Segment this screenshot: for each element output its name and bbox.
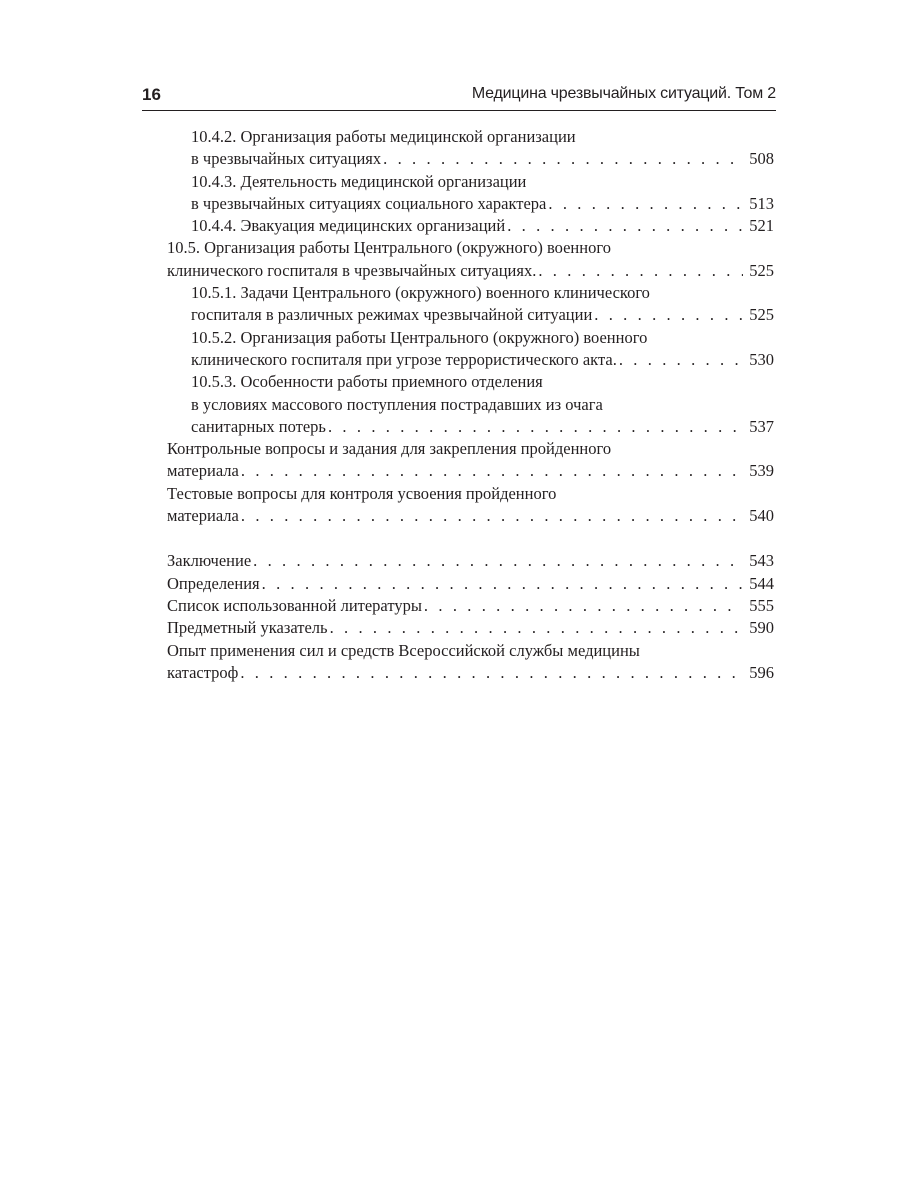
toc-entry-title-line: 10.4.3. Деятельность медицинской организации	[191, 171, 527, 191]
dot-leader	[538, 260, 743, 282]
toc-entry-title-line: в условиях массового поступления пострадавших из очага	[191, 394, 603, 414]
toc-entry-title-line: 10.5.1. Задачи Центрального (окружного) военного клинического	[191, 283, 650, 303]
toc-entry	[191, 171, 774, 216]
toc-entry-last-line	[167, 617, 774, 639]
dot-leader	[241, 460, 743, 482]
toc-entry-title-line: 10.5.2. Организация работы Центрального (окружного) военного	[191, 327, 648, 347]
toc-page-number: 525	[749, 260, 774, 280]
toc-entry	[167, 237, 774, 282]
toc-entry-title-line: Контрольные вопросы и задания для закрепления пройденного	[167, 439, 612, 459]
toc-entry-title-line: материала	[167, 506, 239, 526]
toc-entry-title-line: госпиталя в различных режимах чрезвычайной ситуации	[191, 305, 593, 325]
dot-leader	[424, 595, 743, 617]
table-of-contents	[167, 126, 774, 684]
toc-entry-title-line: санитарных потерь	[191, 416, 326, 436]
toc-entry-title-line: Определения	[167, 573, 260, 593]
toc-entry-last-line	[191, 304, 774, 326]
page-header	[142, 85, 776, 111]
toc-page-number: 555	[749, 595, 774, 615]
toc-entry-last-line	[167, 505, 774, 527]
dot-leader	[507, 215, 743, 237]
toc-entry-last-line	[191, 416, 774, 438]
toc-page-number: 596	[749, 662, 774, 682]
toc-entry-title-line: в чрезвычайных ситуациях	[191, 149, 382, 169]
dot-leader	[328, 416, 743, 438]
toc-page-number: 521	[749, 216, 774, 236]
toc-entry-title-line: 10.4.4. Эвакуация медицинских организаций	[191, 216, 506, 236]
page-number: 16	[142, 85, 161, 104]
dot-leader	[262, 573, 744, 595]
toc-page-number: 590	[749, 618, 774, 638]
toc-page-number: 537	[749, 416, 774, 436]
toc-entry-title-line: Заключение	[167, 551, 252, 571]
toc-entry-title-line: 10.5.3. Особенности работы приемного отделения	[191, 372, 543, 392]
toc-entry-last-line	[191, 349, 774, 371]
toc-page-number: 540	[749, 506, 774, 526]
toc-entry-last-line	[167, 662, 774, 684]
toc-entry-title-line: клинического госпиталя в чрезвычайных ситуациях.	[167, 260, 537, 280]
toc-entry-title-line: Тестовые вопросы для контроля усвоения пройденного	[167, 483, 557, 503]
toc-entry	[191, 126, 774, 171]
dot-leader	[330, 617, 744, 639]
dot-leader	[619, 349, 743, 371]
toc-entry	[167, 573, 774, 595]
toc-entry-title-line: клинического госпиталя при угрозе террористического акта.	[191, 349, 617, 369]
toc-entry-last-line	[191, 148, 774, 170]
toc-entry-last-line	[167, 550, 774, 572]
toc-entry-title-line: в чрезвычайных ситуациях социального характера	[191, 193, 547, 213]
toc-page-number: 513	[749, 193, 774, 213]
dot-leader	[594, 304, 743, 326]
toc-entry	[167, 640, 774, 685]
toc-entry	[191, 215, 774, 237]
dot-leader	[383, 148, 743, 170]
toc-entry-last-line	[191, 215, 774, 237]
toc-entry-title-line: Опыт применения сил и средств Всероссийской службы медицины	[167, 640, 640, 660]
toc-entry	[167, 595, 774, 617]
dot-leader	[241, 505, 743, 527]
toc-entry	[191, 282, 774, 327]
toc-page-number: 539	[749, 461, 774, 481]
toc-entry-title-line: Предметный указатель	[167, 618, 328, 638]
toc-entry	[191, 327, 774, 372]
toc-entry-last-line	[167, 260, 774, 282]
toc-page-number: 530	[749, 349, 774, 369]
toc-page-number: 525	[749, 305, 774, 325]
toc-entry	[167, 617, 774, 639]
toc-entry-title-line: катастроф	[167, 662, 239, 682]
toc-entry	[167, 438, 774, 483]
running-title: Медицина чрезвычайных ситуаций. Том 2	[471, 85, 776, 102]
toc-entry-title-line: 10.5. Организация работы Центрального (окружного) военного	[167, 238, 611, 258]
dot-leader	[240, 662, 743, 684]
toc-entry-title-line: Список использованной литературы	[167, 595, 422, 615]
toc-entry-last-line	[167, 595, 774, 617]
toc-entry-last-line	[167, 573, 774, 595]
toc-entry	[167, 483, 774, 528]
toc-entry	[191, 371, 774, 438]
dot-leader	[548, 193, 743, 215]
toc-page-number: 543	[749, 551, 774, 571]
toc-entry-last-line	[191, 193, 774, 215]
toc-page-number: 544	[749, 573, 774, 593]
toc-entry-title-line: материала	[167, 461, 239, 481]
toc-entry-title-line: 10.4.2. Организация работы медицинской организации	[191, 127, 576, 146]
dot-leader	[253, 550, 743, 572]
toc-entry	[167, 550, 774, 572]
toc-entry-last-line	[167, 460, 774, 482]
toc-page-number: 508	[749, 149, 774, 169]
